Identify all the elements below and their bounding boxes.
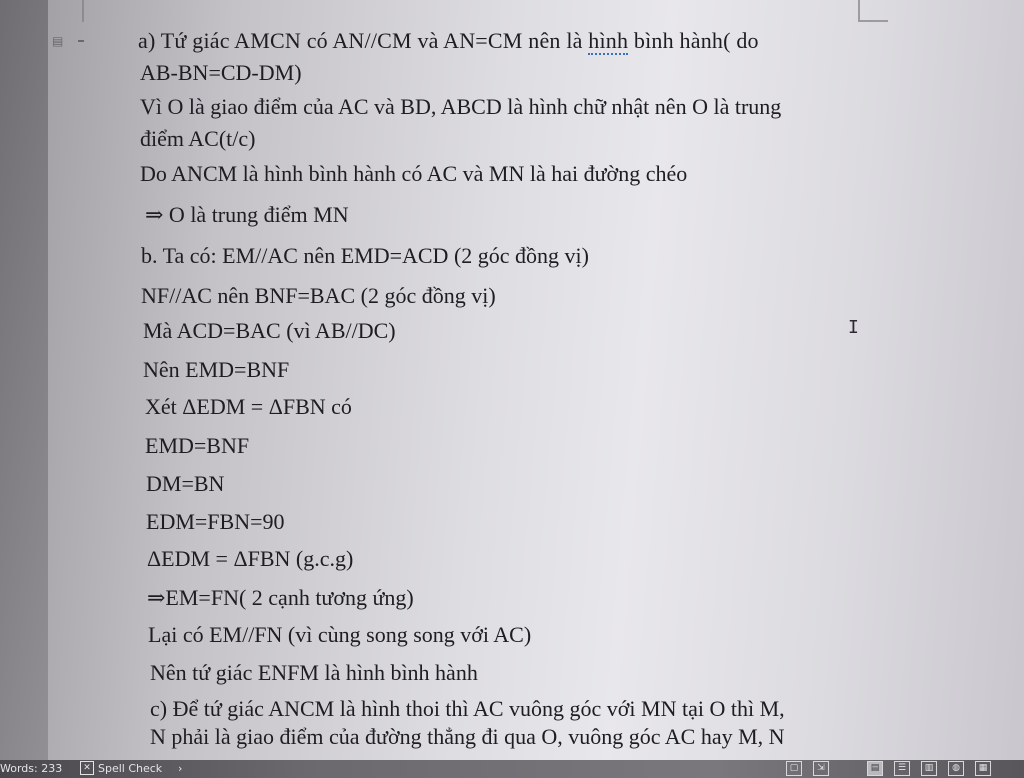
doc-line-11: Xét ΔEDM = ΔFBN có [145,394,352,419]
doc-line-3: Vì O là giao điểm của AC và BD, ABCD là hình chữ nhật nên O là trung [140,94,782,119]
doc-line-6: ⇒ O là trung điểm MN [145,202,349,227]
spell-check-icon: ✕ [80,761,94,775]
doc-line-5: Do ANCM là hình bình hành có AC và MN là hai đường chéo [140,161,688,186]
print-layout-icon[interactable]: ▤ [867,761,883,776]
doc-line-17: Lại có EM//FN (vì cùng song song với AC) [148,622,532,647]
doc-line-1-text: a) Tứ giác AMCN có AN//CM và AN=CM nên là [138,28,589,53]
doc-line-1 [138,28,759,54]
doc-line-18: Nên tứ giác ENFM là hình bình hành [150,660,478,685]
doc-line-20: N phải là giao điểm của đường thẳng đi qua O, vuông góc AC hay M, N [150,724,785,749]
doc-line-19: c) Để tứ giác ANCM là hình thoi thì AC vuông góc với MN tại O thì M, [150,696,785,721]
spacer-icon [840,761,856,776]
doc-line-7: b. Ta có: EM//AC nên EMD=ACD (2 góc đồng vị) [141,243,589,268]
paragraph-handle-icon[interactable]: ▤ [52,34,64,48]
doc-line-16: ⇒EM=FN( 2 cạnh tương ứng) [147,585,414,610]
spell-check-label: Spell Check [98,761,163,775]
doc-line-9: Mà ACD=BAC (vì AB//DC) [143,318,396,343]
draft-view-icon[interactable]: ▦ [975,761,991,776]
doc-line-1-tail: bình hành( do [628,28,759,53]
read-mode-icon[interactable]: ▥ [921,761,937,776]
status-bar [0,760,1024,778]
ibeam-cursor-icon: I [848,317,859,338]
doc-line-13: DM=BN [146,471,225,496]
spell-flagged-word[interactable]: hình [588,28,629,53]
fit-page-icon[interactable]: ⇲ [813,761,829,776]
status-expand-arrow-icon[interactable]: › [178,762,183,775]
view-mode-toolbar [786,761,991,776]
doc-line-2: AB-BN=CD-DM) [140,60,302,85]
doc-line-4: điểm AC(t/c) [140,126,256,151]
doc-line-12: EMD=BNF [145,433,250,458]
doc-line-14: EDM=FBN=90 [146,509,285,534]
doc-line-8: NF//AC nên BNF=BAC (2 góc đồng vị) [141,283,496,308]
doc-line-15: ΔEDM = ΔFBN (g.c.g) [147,546,354,571]
outline-view-icon[interactable]: ☰ [894,761,910,776]
web-layout-icon[interactable]: ◍ [948,761,964,776]
spell-check-button[interactable] [80,761,162,775]
focus-mode-icon[interactable]: ▢ [786,761,802,776]
doc-line-10: Nên EMD=BNF [143,357,290,382]
word-count[interactable]: Words: 233 [0,762,63,775]
